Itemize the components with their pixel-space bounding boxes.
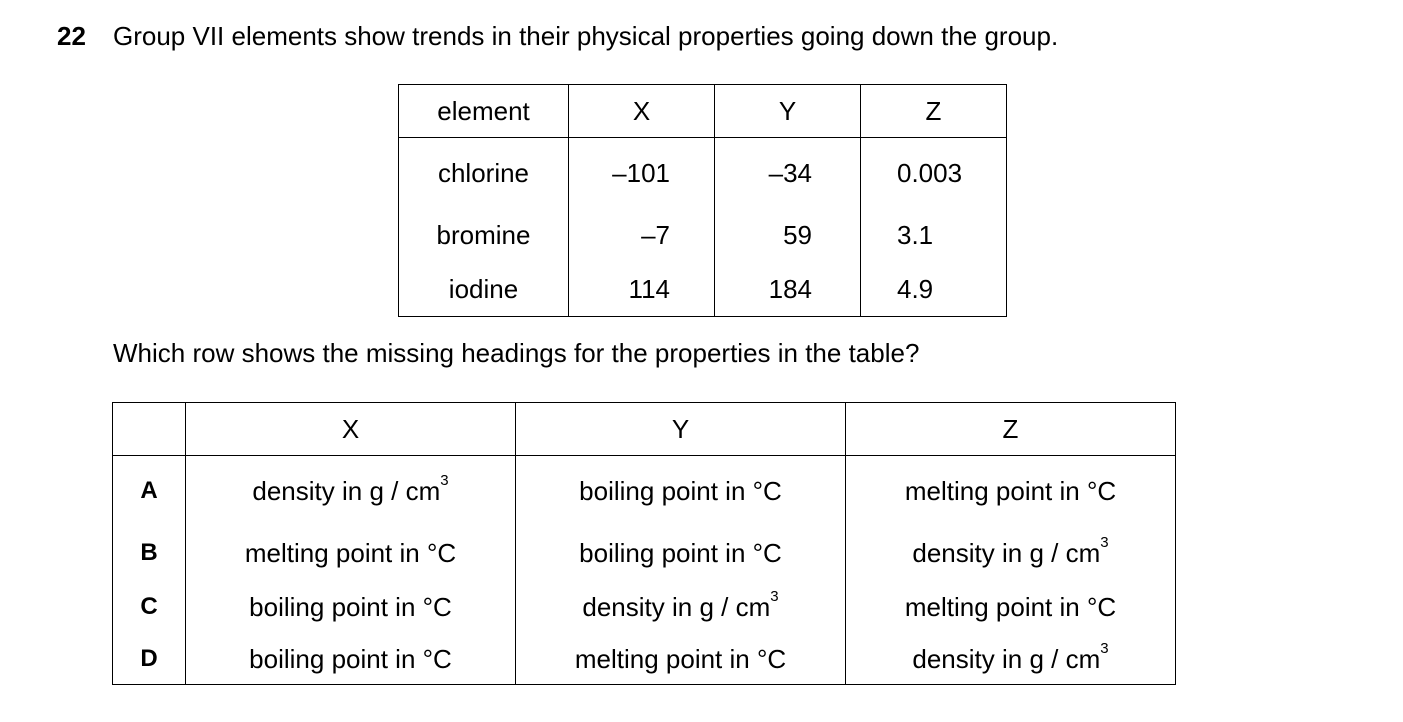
value-y: 184: [715, 262, 861, 317]
answer-y: boiling point in °C: [516, 456, 846, 527]
option-letter: D: [113, 634, 186, 685]
header-z: Z: [861, 85, 1007, 138]
answer-x: melting point in °C: [186, 526, 516, 580]
header-z: Z: [846, 403, 1176, 456]
answer-z: melting point in °C: [846, 456, 1176, 527]
element-name: chlorine: [399, 138, 569, 209]
answer-z: melting point in °C: [846, 580, 1176, 634]
value-x: –7: [569, 208, 715, 262]
value-y: 59: [715, 208, 861, 262]
answer-row-c[interactable]: [113, 580, 1176, 634]
answer-z: density in g / $cm^3$: [846, 526, 1176, 580]
header-x: X: [569, 85, 715, 138]
value-y: –34: [715, 138, 861, 209]
answer-z: density in g / $cm^3$: [846, 634, 1176, 685]
properties-header-row: [399, 85, 1007, 138]
header-element: element: [399, 85, 569, 138]
header-option: [113, 403, 186, 456]
value-z: 4.9: [861, 262, 1007, 317]
table-row: [399, 208, 1007, 262]
element-name: bromine: [399, 208, 569, 262]
answer-row-d[interactable]: [113, 634, 1176, 685]
table-row: [399, 138, 1007, 209]
header-y: Y: [516, 403, 846, 456]
option-letter: B: [113, 526, 186, 580]
value-x: 114: [569, 262, 715, 317]
answer-y: melting point in °C: [516, 634, 846, 685]
option-letter: A: [113, 456, 186, 527]
answer-y: density in g / $cm^3$: [516, 580, 846, 634]
value-x: –101: [569, 138, 715, 209]
answer-y: boiling point in °C: [516, 526, 846, 580]
value-z: 3.1: [861, 208, 1007, 262]
question-number: 22: [57, 21, 86, 51]
question-stem: Group VII elements show trends in their physical properties going down the group.: [113, 21, 1059, 51]
header-y: Y: [715, 85, 861, 138]
answer-header-row: [113, 403, 1176, 456]
answer-row-b[interactable]: [113, 526, 1176, 580]
answer-options-table: [112, 402, 1176, 685]
element-name: iodine: [399, 262, 569, 317]
question-prompt: Which row shows the missing headings for the properties in the table?: [113, 338, 920, 368]
header-x: X: [186, 403, 516, 456]
answer-x: boiling point in °C: [186, 580, 516, 634]
properties-table: [398, 84, 1007, 317]
option-letter: C: [113, 580, 186, 634]
answer-row-a[interactable]: [113, 456, 1176, 527]
answer-x: boiling point in °C: [186, 634, 516, 685]
table-row: [399, 262, 1007, 317]
answer-x: density in g / $cm^3$: [186, 456, 516, 527]
value-z: 0.003: [861, 138, 1007, 209]
